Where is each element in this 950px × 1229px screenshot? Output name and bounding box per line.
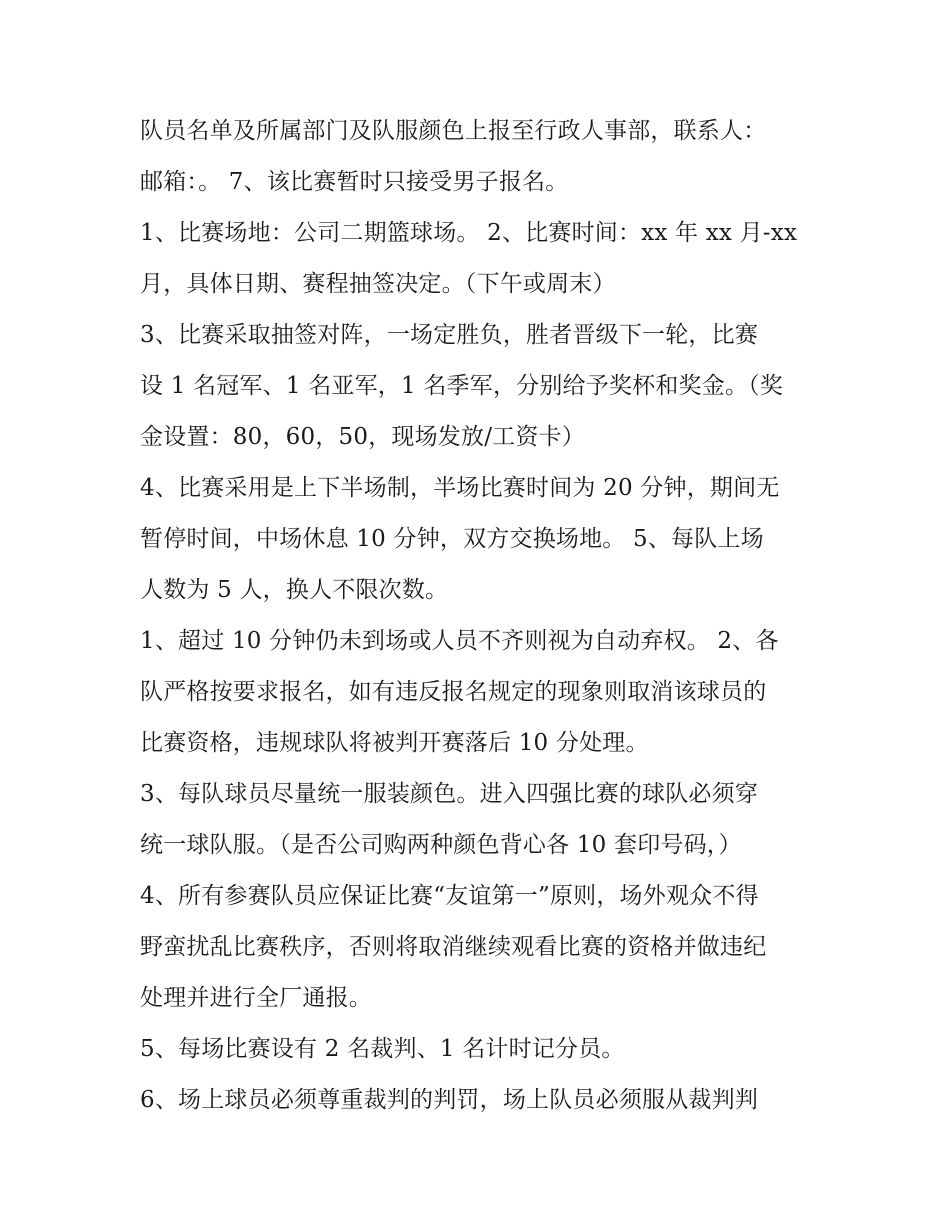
text-line: 邮箱：。 7、该比赛暂时只接受男子报名。 xyxy=(140,169,569,195)
text-line: 处理并进行全厂通报。 xyxy=(140,985,372,1011)
text-line: 3、比赛采取抽签对阵，一场定胜负，胜者晋级下一轮，比赛 xyxy=(140,322,759,348)
text-line: 1、比赛场地：公司二期篮球场。 2、比赛时间：xx 年 xx 月-xx xyxy=(140,220,798,246)
text-line: 队员名单及所属部门及队服颜色上报至行政人事部，联系人： xyxy=(140,118,767,144)
text-line: 4、比赛采用是上下半场制，半场比赛时间为 20 分钟，期间无 xyxy=(140,475,780,501)
text-line: 4、所有参赛队员应保证比赛“友谊第一”原则，场外观众不得 xyxy=(140,883,759,909)
document-page xyxy=(140,106,820,1126)
text-line: 金设置：80，60，50，现场发放/工资卡） xyxy=(140,424,585,450)
text-line: 月，具体日期、赛程抽签决定。（下午或周末） xyxy=(140,271,616,297)
text-line: 1、超过 10 分钟仍未到场或人员不齐则视为自动弃权。 2、各 xyxy=(140,628,779,654)
text-line: 野蛮扰乱比赛秩序，否则将取消继续观看比赛的资格并做违纪 xyxy=(140,934,767,960)
text-line: 6、场上球员必须尊重裁判的判罚，场上队员必须服从裁判判 xyxy=(140,1087,759,1113)
text-line: 暂停时间，中场休息 10 分钟，双方交换场地。 5、每队上场 xyxy=(140,526,764,552)
text-line: 设 1 名冠军、1 名亚军，1 名季军，分别给予奖杯和奖金。（奖 xyxy=(140,373,784,399)
text-line: 队严格按要求报名，如有违反报名规定的现象则取消该球员的 xyxy=(140,679,767,705)
text-line: 人数为 5 人，换人不限次数。 xyxy=(140,577,449,603)
text-line: 5、每场比赛设有 2 名裁判、1 名计时记分员。 xyxy=(140,1036,625,1062)
text-line: 3、每队球员尽量统一服装颜色。进入四强比赛的球队必须穿 xyxy=(140,781,759,807)
text-line: 统一球队服。（是否公司购两种颜色背心各 10 套印号码，） xyxy=(140,832,742,858)
text-line: 比赛资格，违规球队将被判开赛落后 10 分处理。 xyxy=(140,730,649,756)
